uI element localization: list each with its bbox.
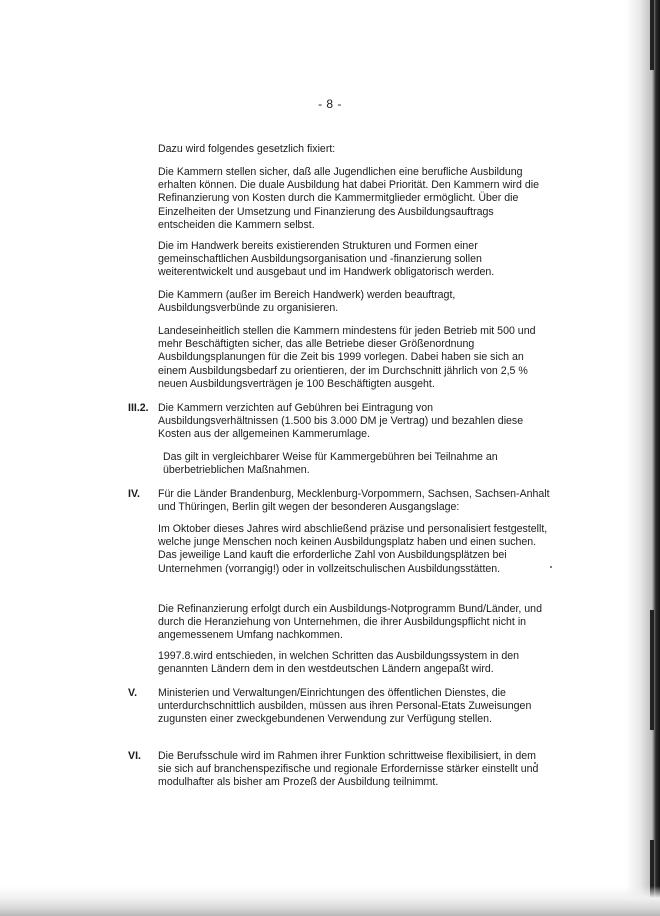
section-III2-text: Die Kammern verzichten auf Gebühren bei Eintragung von Ausbildungsverhältnissen (1.500 bis 3.000 DM je Vertrag) und bezahlen diese Kosten aus der allgemeinen Kammerumlage.	[158, 402, 524, 441]
paragraph-kammern-sicherstellung: Die Kammern stellen sicher, daß alle Jugendlichen eine berufliche Ausbildung erhalten können. Die duale Ausbildung hat dabei Priorität. Den Kammern wird die Refinanzierung von Kosten durch die Kammermitglieder ermöglicht. Über die Einzelheiten der Umsetzung und Finanzierung des Ausbildungsauftrags entscheiden die Kammern selbst.	[158, 166, 540, 231]
paragraph-ausbildungsverbuende: Die Kammern (außer im Bereich Handwerk) werden beauftragt, Ausbildungsverbünde zu organisieren.	[158, 289, 456, 315]
section-IV-paragraph-1997: 1997.8.wird entschieden, in welchen Schritten das Ausbildungssystem in den genannten Ländern dem in den westdeutschen Ländern angepaßt wird.	[158, 650, 519, 676]
paragraph-handwerk-strukturen: Die im Handwerk bereits existierenden Strukturen und Formen einer gemeinschaftlichen Ausbildungsorganisation und -finanzierung sollen weiterentwickelt und ausgebaut und im Handwerk obligatorisch werden.	[158, 240, 495, 279]
section-IV-paragraph-oktober: Im Oktober dieses Jahres wird abschließend präzise und personalisiert festgestellt, welche junge Menschen noch keinen Ausbildungsplatz haben und einen suchen. Das jeweilige Land kauft die erforderliche Zahl von Ausbildungsplätzen bei Unternehmen (vorrangig!) oder in vollzeitschulischen Ausbildungsstätten.	[158, 523, 548, 575]
section-number-IV: IV.	[128, 488, 140, 500]
scan-edge-right	[626, 0, 660, 916]
intro-line: Dazu wird folgendes gesetzlich fixiert:	[158, 143, 336, 155]
section-IV-text: Für die Länder Brandenburg, Mecklenburg-Vorpommern, Sachsen, Sachsen-Anhalt und Thüringen, Berlin gilt wegen der besonderen Ausgangslage:	[158, 488, 550, 514]
section-III2-note: Das gilt in vergleichbarer Weise für Kammergebühren bei Teilnahme an überbetrieblichen Maßnahmen.	[163, 451, 498, 477]
section-number-III2: III.2.	[128, 402, 149, 414]
paragraph-landeseinheitlich: Landeseinheitlich stellen die Kammern mindestens für jeden Betrieb mit 500 und mehr Beschäftigten sicher, das alle Betriebe dieser Größenordnung Ausbildungsplanungen für die Zeit bis 1999 vorlegen. Dabei haben sie sich an einem Ausbildungsbedarf zu orientieren, der im Durchschnitt jährlich von 2,5 % neuen Ausbildungsverträgen je 100 Beschäftigten ausgeht.	[158, 325, 536, 390]
scan-speck	[550, 566, 552, 568]
section-V-text: Ministerien und Verwaltungen/Einrichtungen des öffentlichen Dienstes, die unterdurchschnittlich ausbilden, müssen aus ihren Personal-Etats Zuweisungen zugunsten einer zweckgebundenen Verwendung zur Verfügung stellen.	[158, 687, 532, 726]
section-VI-text: Die Berufsschule wird im Rahmen ihrer Funktion schrittweise flexibilisiert, in dem sie sich auf branchenspezifische und regionale Erfordernisse stärker einstellt und modulhafter als bisher am Prozeß der Ausbildung teilnimmt.	[158, 750, 539, 789]
scan-edge-mark	[650, 610, 654, 730]
page-number: - 8 -	[318, 97, 342, 111]
scan-edge-mark	[650, 0, 654, 70]
section-number-V: V.	[128, 687, 138, 699]
scan-edge-bottom	[0, 886, 660, 916]
section-IV-paragraph-refinanzierung: Die Refinanzierung erfolgt durch ein Ausbildungs-Notprogramm Bund/Länder, und durch die Heranziehung von Unternehmen, die ihrer Ausbildungspflicht nicht in angemessenem Umfang nachkommen.	[158, 603, 542, 642]
section-number-VI: VI.	[128, 750, 141, 762]
